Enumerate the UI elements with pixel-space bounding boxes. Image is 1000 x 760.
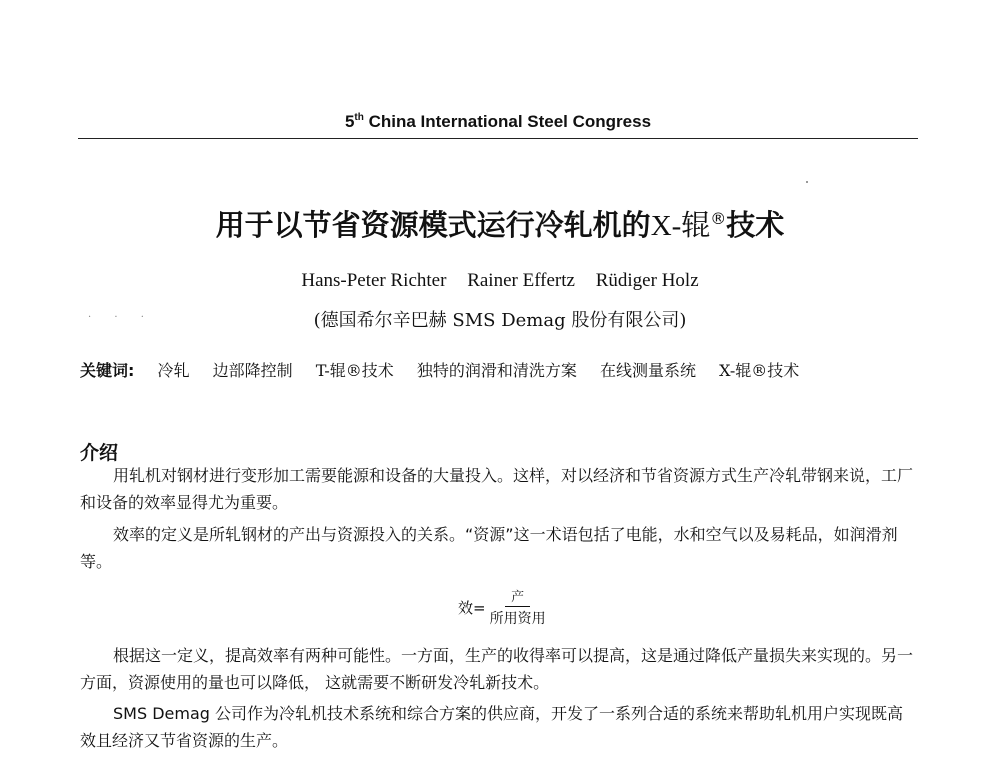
title-part-2: 技术 xyxy=(726,208,785,242)
keyword-item: 在线测量系统 xyxy=(599,361,696,380)
formula-numerator: 产 xyxy=(505,586,530,607)
author-name: Rainer Effertz xyxy=(467,270,575,291)
paper-title xyxy=(0,203,1000,244)
keyword-item: 冷轧 xyxy=(157,361,190,380)
author-list xyxy=(0,270,1000,292)
affiliation: (德国希尔辛巴赫 SMS Demag 股份有限公司) xyxy=(313,310,687,331)
header-ordinal-suffix: th xyxy=(354,112,364,123)
body-paragraph: 根据这一定义，提高效率有两种可能性。一方面，生产的收得率可以提高，这是通过降低产量损失来实现的。另一方面，资源使用的量也可以降低， 这就需要不断研发冷轧新技术。 xyxy=(80,646,914,692)
scan-speck xyxy=(806,181,808,183)
body-paragraph: SMS Demag 公司作为冷轧机技术系统和综合方案的供应商，开发了一系列合适的系统来帮助轧机用户实现既高效且经济又节省资源的生产。 xyxy=(80,704,904,750)
keyword-item: X-辊®技术 xyxy=(719,361,800,380)
scan-dots: · · · xyxy=(88,312,154,323)
header-rule xyxy=(78,138,918,139)
keyword-item: 边部降控制 xyxy=(212,361,293,380)
running-header xyxy=(78,112,918,132)
header-conference-name: China International Steel Congress xyxy=(368,112,652,131)
body-paragraph: 效率的定义是所轧钢材的产出与资源投入的关系。“资源”这一术语包括了电能，水和空气以及易耗品，如润滑剂等。 xyxy=(80,525,898,571)
section-heading: 介绍 xyxy=(80,442,119,464)
formula-denominator: 所用资用 xyxy=(489,611,546,627)
formula-fraction xyxy=(490,586,546,628)
formula-lhs: 效= xyxy=(458,598,486,617)
header-ordinal: 5 xyxy=(344,112,355,131)
author-name: Hans-Peter Richter xyxy=(301,270,447,291)
keyword-item: 独特的润滑和清洗方案 xyxy=(416,361,577,380)
keyword-item: T-辊®技术 xyxy=(315,361,394,380)
body-paragraph: 用轧机对钢材进行变形加工需要能源和设备的大量投入。这样，对以经济和节省资源方式生产冷轧带钢来说，工厂和设备的效率显得尤为重要。 xyxy=(80,466,914,512)
efficiency-formula xyxy=(458,586,546,628)
title-x-roll: X-辊 xyxy=(650,210,711,242)
keywords-label: 关键词: xyxy=(80,361,135,380)
title-part-1: 用于以节省资源模式运行冷轧机的 xyxy=(215,208,651,242)
author-name: Rüdiger Holz xyxy=(595,270,699,291)
keywords-line xyxy=(80,358,930,381)
title-registered-mark: ® xyxy=(710,209,727,228)
